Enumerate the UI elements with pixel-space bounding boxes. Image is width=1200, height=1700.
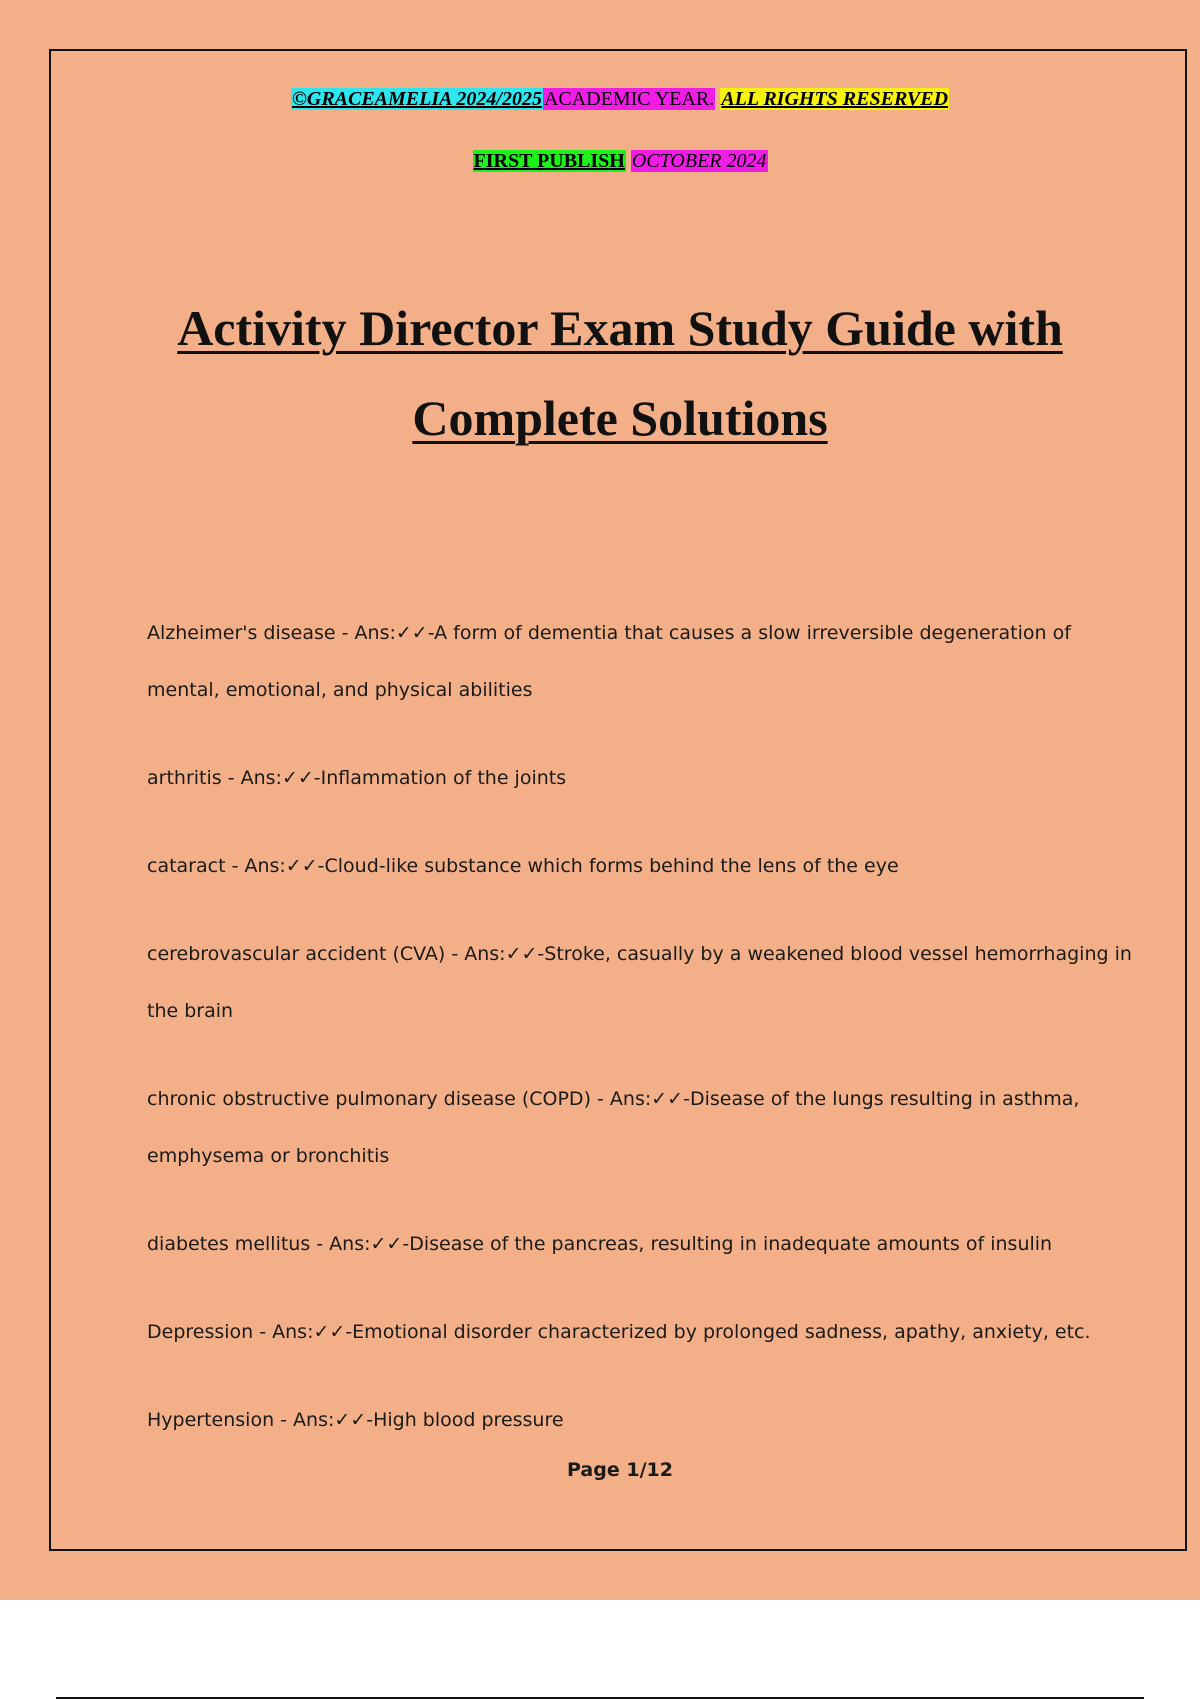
copyright-header (51, 87, 1189, 111)
academic-year-label: ACADEMIC YEAR. (543, 88, 715, 110)
entry-hypertension: Hypertension - Ans:✓✓-High blood pressure (147, 1409, 564, 1431)
entry-arthritis: arthritis - Ans:✓✓-Inflammation of the joints (147, 767, 567, 789)
entry-cva: cerebrovascular accident (CVA) - Ans:✓✓-Stroke, casually by a weakened blood vessel hemorrhaging in the brain (147, 943, 1132, 1022)
copyright-notice: ©GRACEAMELIA 2024/2025 (291, 88, 542, 110)
publish-date: OCTOBER 2024 (631, 150, 767, 172)
entry-diabetes: diabetes mellitus - Ans:✓✓-Disease of the pancreas, resulting in inadequate amounts of insulin (147, 1233, 1053, 1255)
entry-cataract: cataract - Ans:✓✓-Cloud-like substance which forms behind the lens of the eye (147, 855, 899, 877)
entry-depression: Depression - Ans:✓✓-Emotional disorder characterized by prolonged sadness, apathy, anxiety, etc. (147, 1321, 1091, 1343)
first-publish-label: FIRST PUBLISH (473, 150, 625, 172)
next-page-rule (56, 1697, 1144, 1699)
entry-copd: chronic obstructive pulmonary disease (COPD) - Ans:✓✓-Disease of the lungs resulting in asthma, emphysema or bronchitis (147, 1088, 1080, 1167)
document-title: Activity Director Exam Study Guide with Complete Solutions (177, 300, 1063, 446)
study-guide-entries (147, 605, 1132, 1449)
publish-header (51, 149, 1189, 173)
entry-alzheimers: Alzheimer's disease - Ans:✓✓-A form of dementia that causes a slow irreversible degeneration of mental, emotional, and physical abilities (147, 622, 1071, 701)
rights-reserved-label: ALL RIGHTS RESERVED (721, 88, 949, 110)
page-border-frame (49, 49, 1187, 1551)
page-number: Page 1/12 (567, 1459, 673, 1481)
